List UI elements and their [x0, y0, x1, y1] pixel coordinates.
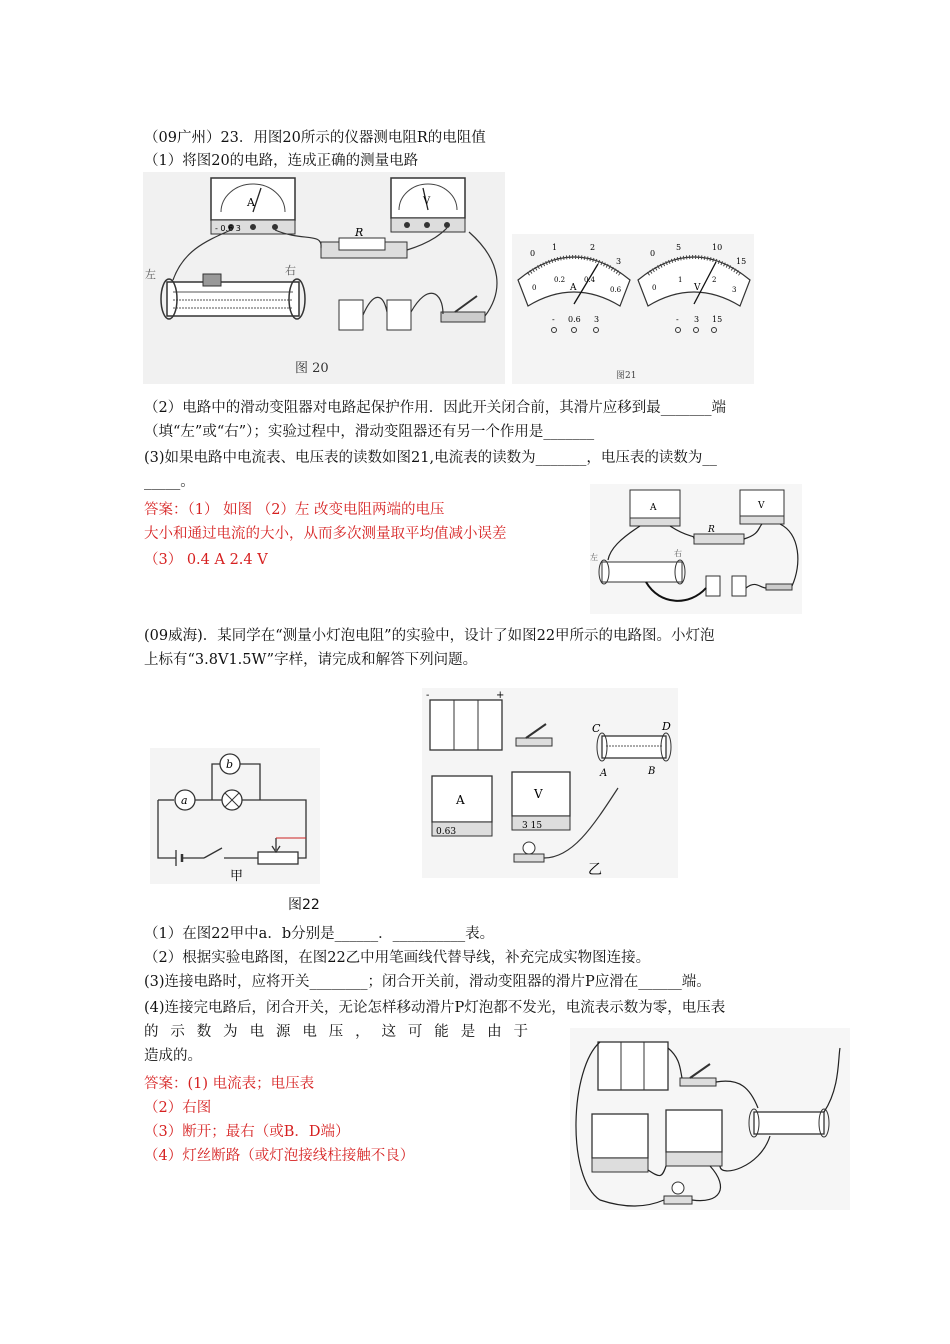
svg-text:2: 2 — [590, 243, 596, 252]
svg-text:C: C — [592, 722, 601, 735]
q2-part2: （2）根据实验电路图，在图22乙中用笔画线代替导线，补充完成实物图连接。 — [144, 950, 651, 966]
q1-title: （09广州）23．用图20所示的仪器测电阻R的电阻值 — [144, 130, 486, 146]
q2-title-b: 上标有“3.8V1.5W”字样，请完成和解答下列问题。 — [144, 652, 478, 668]
svg-text:右: 右 — [285, 264, 296, 277]
figure-22-caption: 图22 — [288, 897, 320, 913]
svg-text:- 0.6 3: - 0.6 3 — [215, 224, 241, 233]
svg-text:0: 0 — [530, 249, 536, 258]
svg-text:D: D — [662, 720, 671, 733]
ammeter-icon — [432, 776, 492, 837]
svg-text:5: 5 — [676, 243, 682, 252]
q2-part4-a: (4)连接完电路后，闭合开关，无论怎样移动滑片P灯泡都不发光，电流表示数为零，电压表 — [144, 1000, 726, 1016]
q2-answer-2: （2）右图 — [144, 1100, 212, 1116]
svg-text:左: 左 — [145, 268, 156, 281]
figure-20 — [143, 172, 505, 384]
figure-22-jia — [150, 748, 320, 884]
q1-part1: （1）将图20的电路，连成正确的测量电路 — [144, 153, 419, 169]
q1-answer-3: （3） 0.4 A 2.4 V — [144, 552, 268, 568]
q1-answer-figure — [590, 484, 802, 614]
q2-answer-3: （3）断开；最右（或B．D端） — [144, 1124, 350, 1140]
voltmeter-icon — [391, 178, 465, 232]
svg-text:左: 左 — [590, 553, 598, 562]
svg-text:0.2: 0.2 — [554, 276, 566, 284]
svg-text:A: A — [600, 768, 608, 779]
q1-part3-a: (3)如果电路中电流表、电压表的读数如图21,电流表的读数为_______，电压表的读数为__ — [144, 450, 717, 466]
svg-text:甲: 甲 — [230, 869, 244, 884]
svg-text:3: 3 — [694, 315, 700, 324]
q1-part2-b: （填“左”或“右”）；实验过程中，滑动变阻器还有另一个作用是_______ — [144, 424, 595, 440]
svg-text:R: R — [355, 226, 364, 239]
svg-text:图 20: 图 20 — [295, 361, 329, 376]
svg-text:0.6: 0.6 — [568, 315, 581, 324]
battery-icon — [387, 300, 411, 330]
svg-text:0.63: 0.63 — [436, 827, 457, 837]
svg-text:B: B — [648, 766, 656, 777]
svg-text:b: b — [226, 758, 234, 771]
svg-text:0: 0 — [650, 249, 656, 258]
voltmeter-icon — [512, 772, 570, 831]
q2-part4-b: 的 示 数 为 电 源 电 压 ， 这 可 能 是 由 于 — [144, 1024, 528, 1040]
svg-text:0.4: 0.4 — [584, 276, 596, 284]
q1-answer-2: 大小和通过电流的大小，从而多次测量取平均值减小误差 — [144, 526, 507, 542]
svg-text:15: 15 — [736, 257, 747, 266]
svg-text:右: 右 — [674, 549, 682, 558]
q2-part4-c: 造成的。 — [144, 1048, 202, 1064]
svg-text:A: A — [650, 503, 657, 513]
q2-answer-1: 答案：(1) 电流表；电压表 — [144, 1076, 315, 1092]
svg-text:图21: 图21 — [616, 371, 637, 381]
svg-text:0: 0 — [532, 284, 537, 292]
svg-text:0: 0 — [652, 284, 657, 292]
svg-text:-: - — [426, 690, 430, 701]
q2-answer-figure — [570, 1028, 850, 1210]
q2-part1: （1）在图22甲中a．b分别是______．__________表。 — [144, 926, 495, 942]
q1-part3-b: _____。 — [144, 474, 195, 490]
svg-text:15: 15 — [712, 315, 723, 324]
svg-text:+: + — [496, 690, 505, 701]
svg-text:10: 10 — [712, 243, 723, 252]
svg-text:-: - — [676, 315, 679, 324]
svg-text:A: A — [247, 196, 255, 209]
svg-text:2: 2 — [712, 276, 717, 284]
svg-text:V: V — [758, 501, 765, 511]
svg-text:V: V — [694, 283, 701, 293]
q2-part3: (3)连接电路时，应将开关________；闭合开关前，滑动变阻器的滑片P应滑在______端。 — [144, 974, 711, 990]
q2-title-a: (09威海)．某同学在“测量小灯泡电阻”的实验中，设计了如图22甲所示的电路图。小灯泡 — [144, 628, 715, 644]
svg-text:V: V — [534, 787, 543, 801]
svg-text:1: 1 — [678, 276, 683, 284]
battery-icon — [339, 300, 363, 330]
svg-text:a: a — [181, 794, 188, 807]
svg-text:V: V — [423, 196, 431, 207]
svg-text:-: - — [552, 315, 555, 324]
figure-22-yi — [422, 688, 678, 878]
svg-text:3: 3 — [594, 315, 600, 324]
svg-text:A: A — [456, 793, 465, 807]
svg-text:1: 1 — [552, 243, 558, 252]
q2-answer-4: （4）灯丝断路（或灯泡接线柱接触不良） — [144, 1148, 415, 1164]
svg-text:R: R — [708, 525, 715, 535]
rheostat-icon — [258, 852, 298, 864]
svg-text:0.6: 0.6 — [610, 286, 622, 294]
svg-text:3: 3 — [616, 257, 622, 266]
svg-text:乙: 乙 — [588, 862, 602, 878]
svg-text:A: A — [570, 283, 577, 293]
ammeter-icon — [211, 178, 295, 234]
q1-answer-1: 答案：（1） 如图 （2）左 改变电阻两端的电压 — [144, 502, 445, 518]
q1-part2-a: （2）电路中的滑动变阻器对电路起保护作用．因此开关闭合前，其滑片应移到最_______端 — [144, 400, 726, 416]
svg-text:3: 3 — [732, 286, 737, 294]
figure-21 — [512, 234, 754, 384]
svg-text:3 15: 3 15 — [522, 821, 543, 831]
